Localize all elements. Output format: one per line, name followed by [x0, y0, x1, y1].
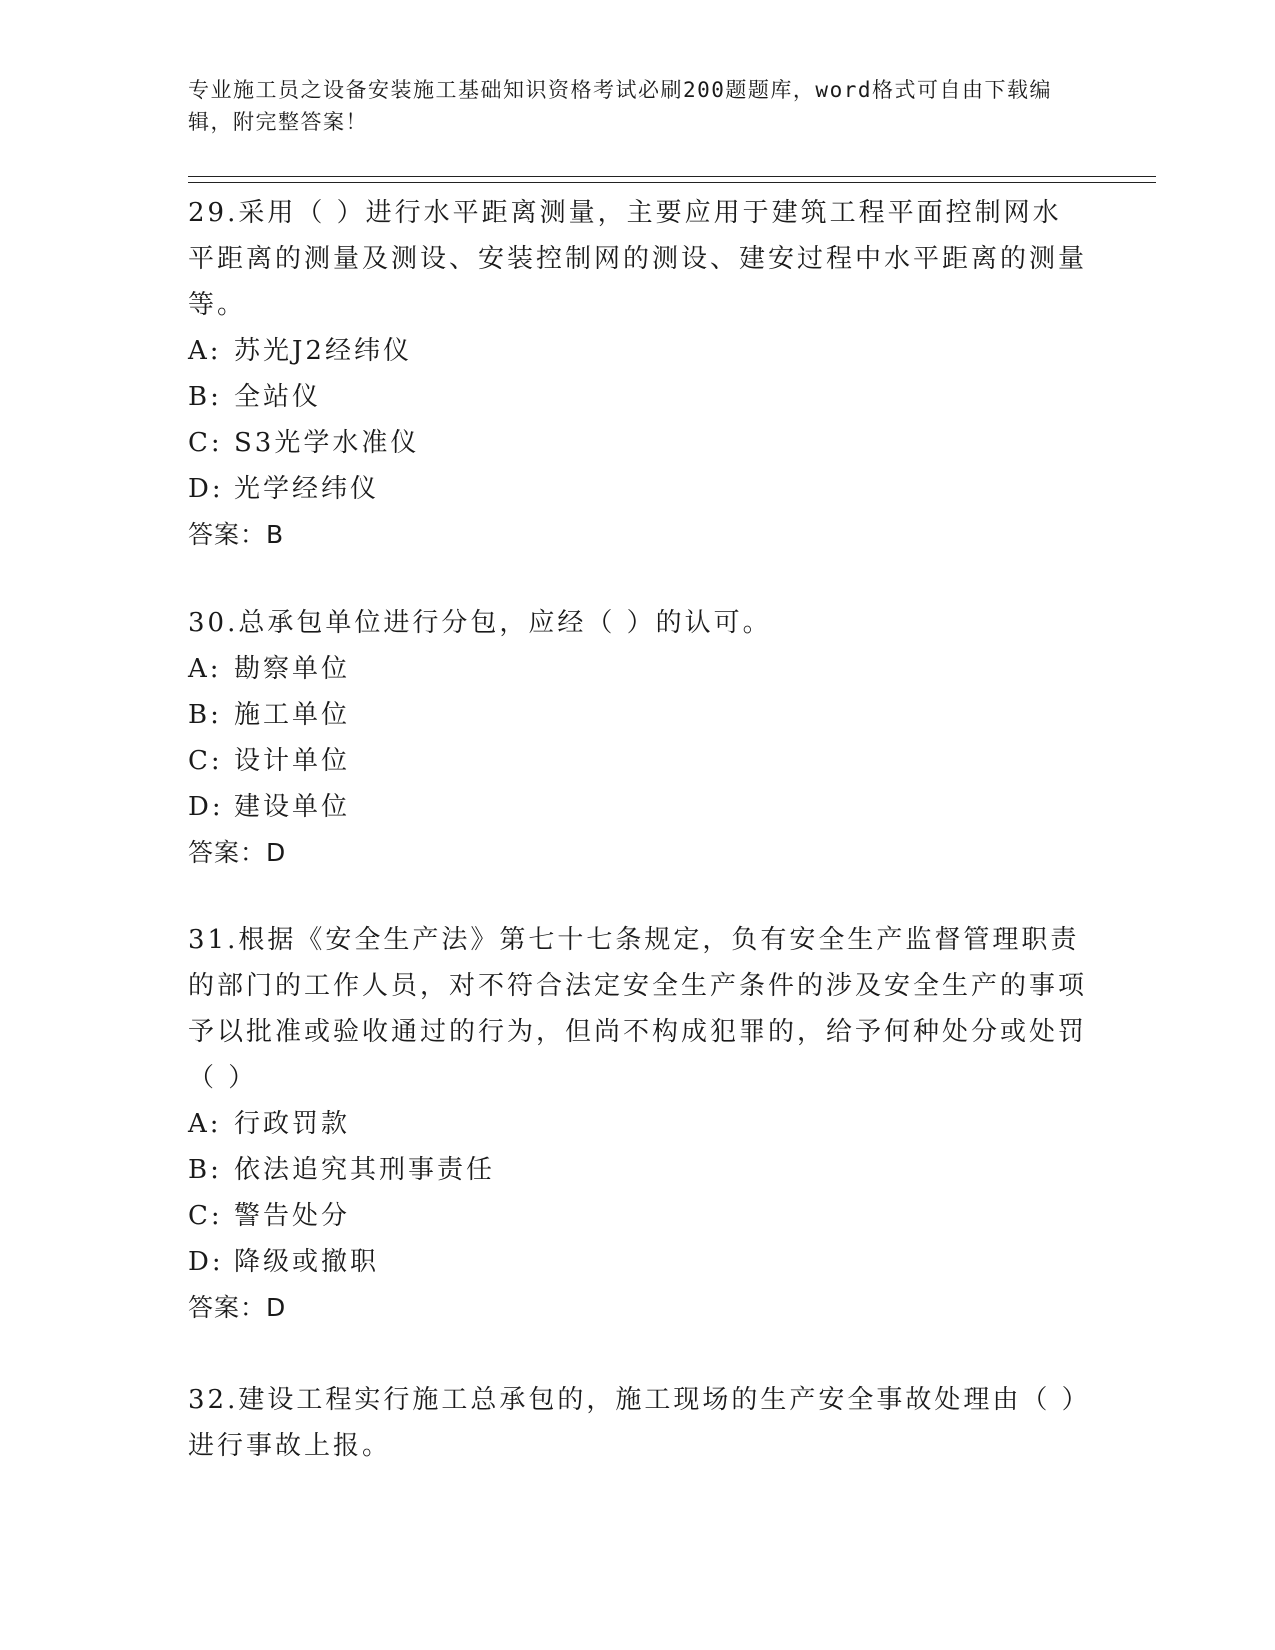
answer-line: 答案：B [188, 520, 285, 549]
question-29 [188, 190, 1088, 558]
option-letter: B: [188, 1155, 222, 1185]
option-text: 施工单位 [234, 700, 351, 730]
option-text: 勘察单位 [234, 654, 351, 684]
option-letter: C: [188, 428, 223, 458]
option-b [188, 374, 1088, 420]
question-stem: 32.建设工程实行施工总承包的，施工现场的生产安全事故处理由（ ）进行事故上报。 [188, 1385, 1078, 1461]
option-text: 降级或撤职 [234, 1247, 380, 1277]
option-b [188, 692, 1088, 738]
option-d [188, 784, 1088, 830]
option-text: S3光学水准仪 [234, 428, 420, 458]
option-a [188, 328, 1088, 374]
option-text: 行政罚款 [234, 1109, 351, 1139]
option-text: 警告处分 [234, 1201, 351, 1231]
header-divider-bottom [188, 182, 1156, 183]
option-text: 苏光J2经纬仪 [234, 336, 412, 366]
header-divider-top [188, 176, 1156, 177]
option-text: 全站仪 [234, 382, 322, 412]
option-b [188, 1147, 1088, 1193]
option-a [188, 646, 1088, 692]
option-letter: A: [188, 1109, 222, 1139]
question-stem: 31.根据《安全生产法》第七十七条规定，负有安全生产监督管理职责的部门的工作人员，对不符合法定安全生产条件的涉及安全生产的事项予以批准或验收通过的行为，但尚不构成犯罪的，给予何种处分或处罚（ ） [188, 925, 1088, 1093]
question-32 [188, 1377, 1088, 1469]
option-letter: D: [188, 792, 224, 822]
document-header: 专业施工员之设备安装施工基础知识资格考试必刷200题题库，word格式可自由下载编辑，附完整答案！ [188, 78, 1052, 134]
option-letter: D: [188, 1247, 224, 1277]
option-c [188, 420, 1088, 466]
option-letter: D: [188, 474, 224, 504]
option-c [188, 1193, 1088, 1239]
question-stem: 30.总承包单位进行分包，应经（ ）的认可。 [188, 608, 772, 638]
answer-line: 答案：D [188, 1293, 287, 1322]
option-text: 设计单位 [234, 746, 351, 776]
option-d [188, 466, 1088, 512]
option-letter: B: [188, 700, 222, 730]
option-a [188, 1101, 1088, 1147]
option-letter: A: [188, 336, 222, 366]
option-d [188, 1239, 1088, 1285]
option-c [188, 738, 1088, 784]
option-text: 建设单位 [234, 792, 351, 822]
option-letter: C: [188, 1201, 223, 1231]
option-text: 依法追究其刑事责任 [234, 1155, 496, 1185]
question-30 [188, 600, 1088, 876]
option-letter: B: [188, 382, 222, 412]
question-31 [188, 917, 1088, 1331]
option-letter: C: [188, 746, 223, 776]
question-stem: 29.采用（ ）进行水平距离测量，主要应用于建筑工程平面控制网水平距离的测量及测设、安装控制网的测设、建安过程中水平距离的测量等。 [188, 198, 1088, 320]
option-letter: A: [188, 654, 222, 684]
answer-line: 答案：D [188, 838, 287, 867]
option-text: 光学经纬仪 [234, 474, 380, 504]
